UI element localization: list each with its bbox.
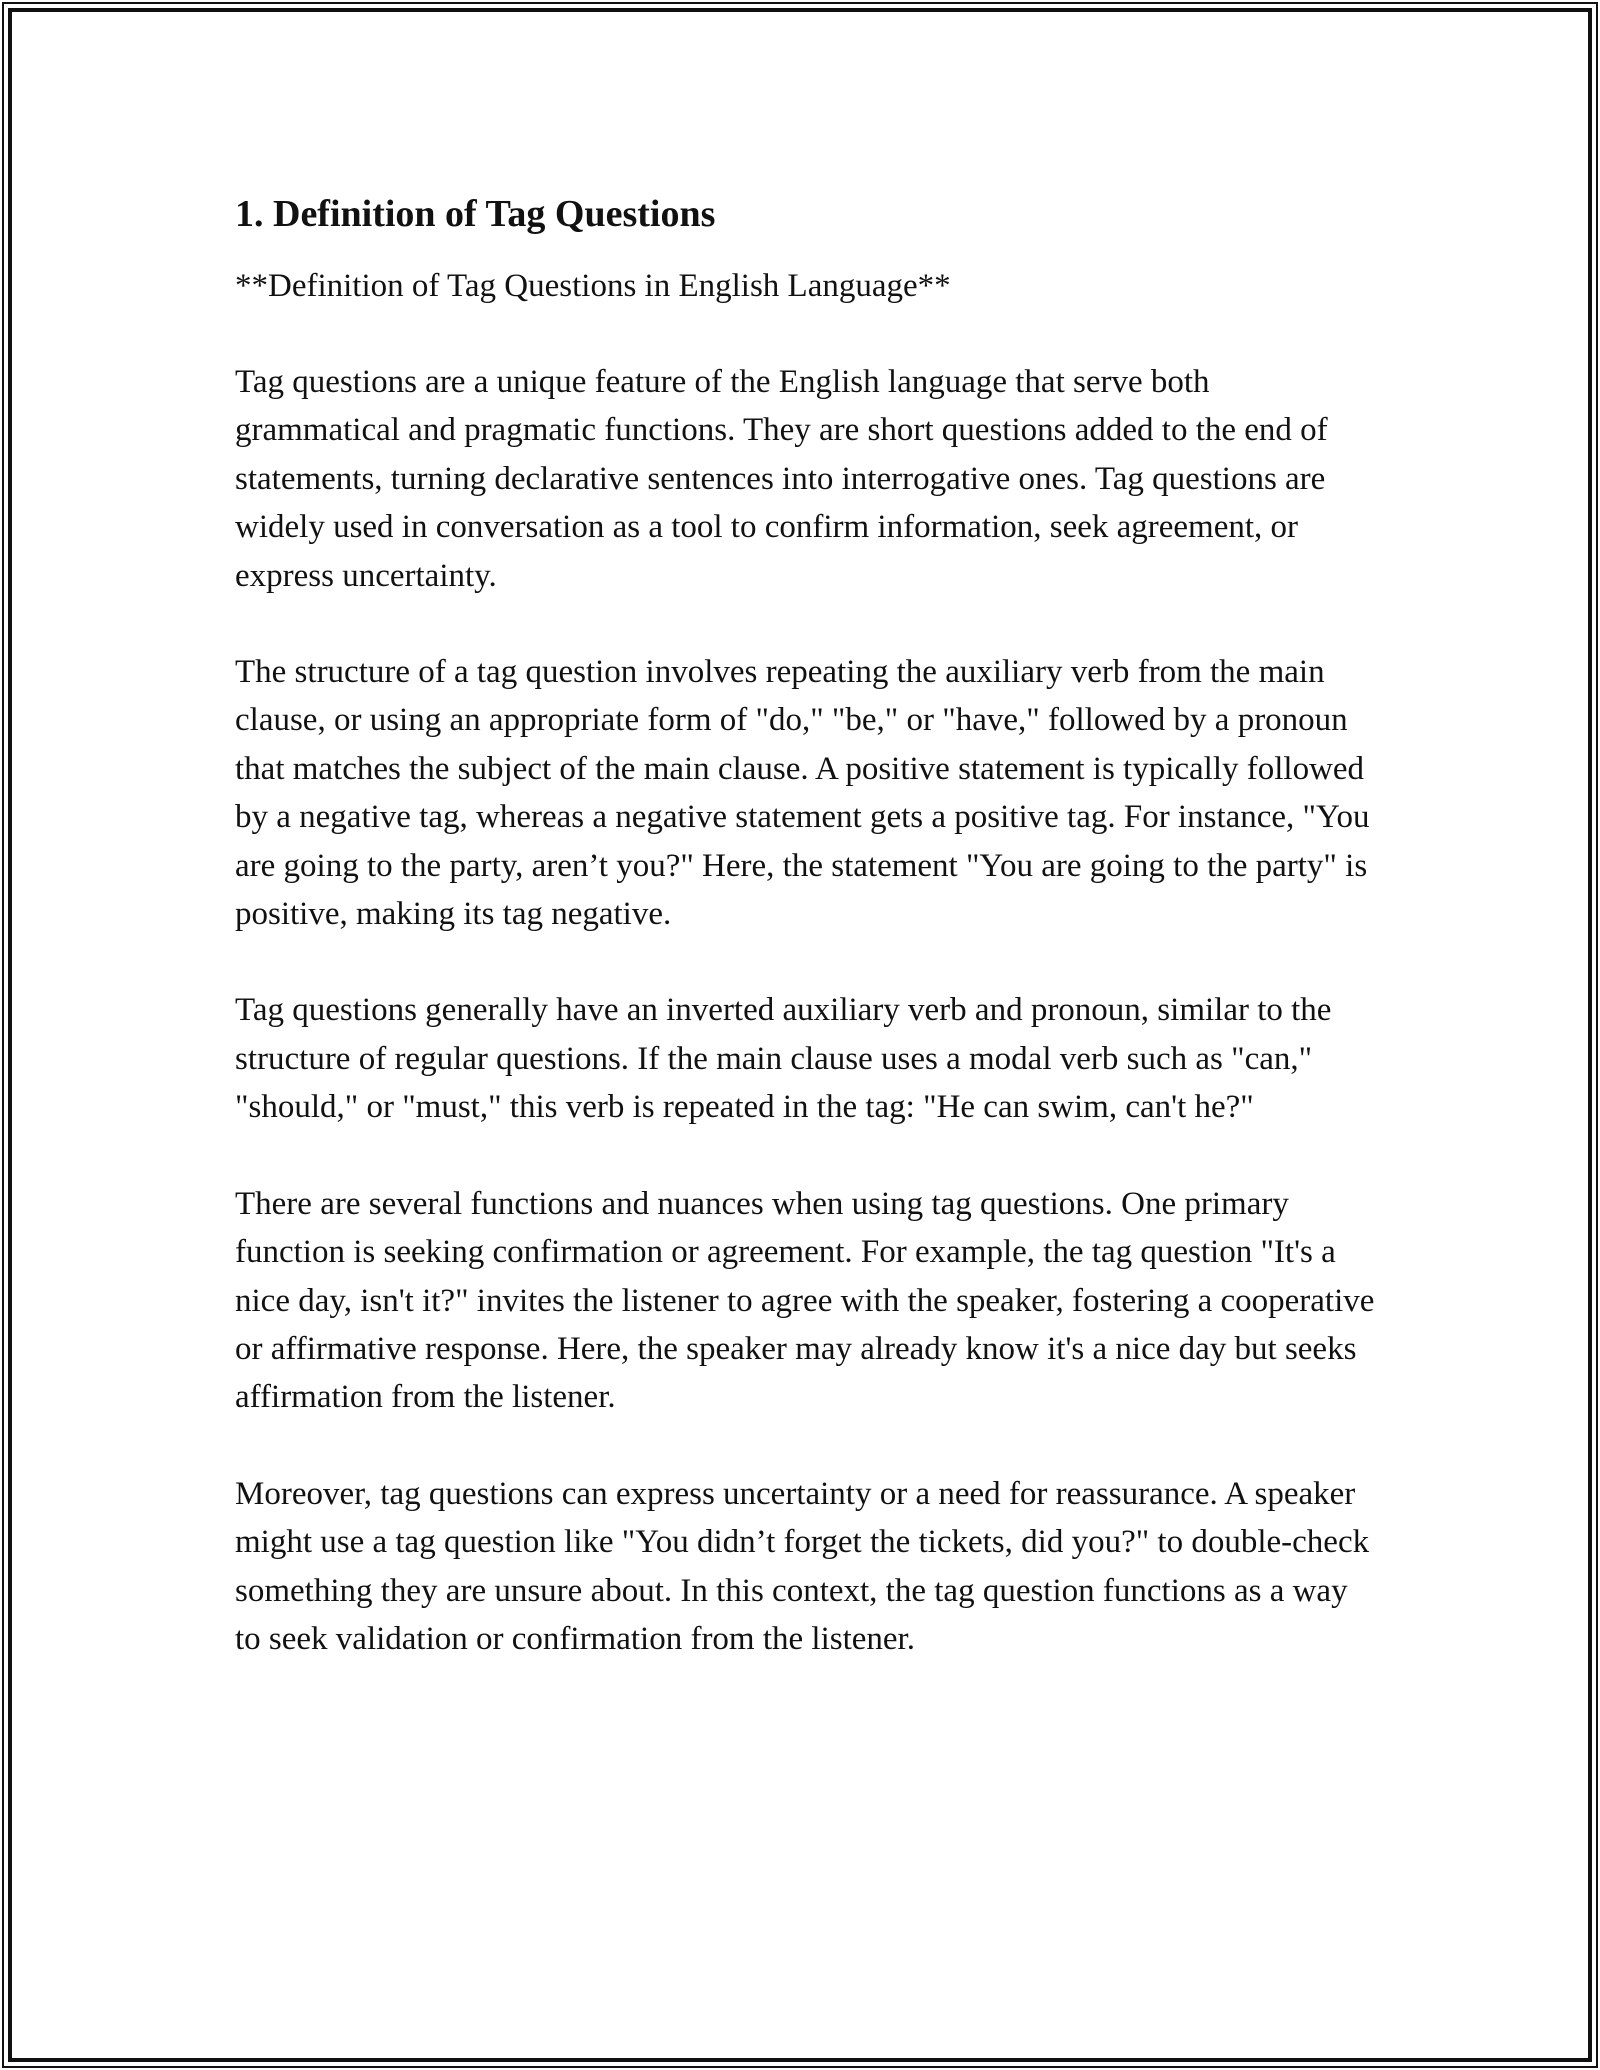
paragraph-3: Tag questions generally have an inverted auxiliary verb and pronoun, similar to the structure of regular questions. If the main clause uses a modal verb such as "can," "should," or "must," this verb is repeated in the tag: "He can swim, can't he?" [235, 992, 1332, 1126]
document-body [235, 186, 1375, 1663]
paragraph-2: The structure of a tag question involves repeating the auxiliary verb from the main clause, or using an appropriate form of "do," "be," or "have," followed by a pronoun that matches the subject of the main clause. A positive statement is typically followed by a negative tag, whereas a negative statement gets a positive tag. For instance, "You are going to the party, aren’t you?" Here, the statement "You are going to the party" is positive, making its tag negative. [235, 654, 1370, 933]
paragraph-4: There are several functions and nuances when using tag questions. One primary function is seeking confirmation or agreement. For example, the tag question "It's a nice day, isn't it?" invites the listener to agree with the speaker, fostering a cooperative or affirmative response. Here, the speaker may already know it's a nice day but seeks affirmation from the listener. [235, 1185, 1375, 1416]
paragraph-5: Moreover, tag questions can express uncertainty or a need for reassurance. A speaker might use a tag question like "You didn’t forget the tickets, did you?" to double-check something they are unsure about. In this context, the tag question functions as a way to seek validation or confirmation from the listener. [235, 1475, 1370, 1657]
section-subtitle: **Definition of Tag Questions in English Language** [235, 268, 951, 304]
section-heading: 1. Definition of Tag Questions [235, 193, 716, 235]
paragraph-1: Tag questions are a unique feature of the English language that serve both grammatical and pragmatic functions. They are short questions added to the end of statements, turning declarative sentences into interrogative ones. Tag questions are widely used in conversation as a tool to confirm information, seek agreement, or express uncertainty. [235, 364, 1328, 594]
